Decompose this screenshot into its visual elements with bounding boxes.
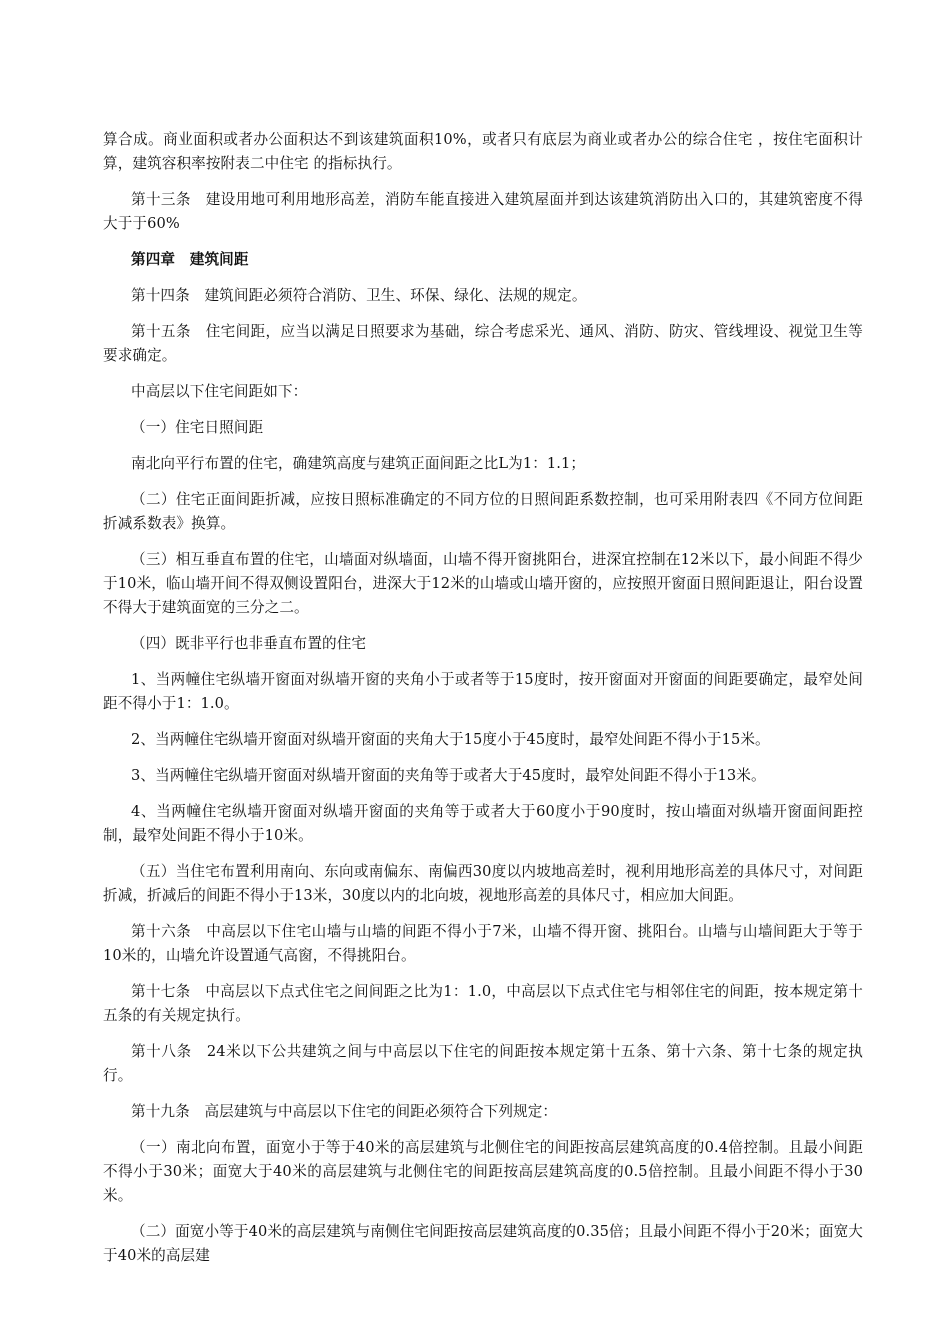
- item-2: （二）住宅正面间距折减，应按日照标准确定的不同方位的日照间距系数控制，也可采用附表四《不同方位间距折减系数表》换算。: [103, 491, 863, 532]
- item-4-heading: （四）既非平行也非垂直布置的住宅: [131, 635, 367, 652]
- article-13: 第十三条 建设用地可利用地形高差，消防车能直接进入建筑屋面并到达该建筑消防出入口的，其建筑密度不得大于于60%: [103, 191, 863, 232]
- item-4-sub-3: 3、当两幢住宅纵墙开窗面对纵墙开窗面的夹角等于或者大于45度时，最窄处间距不得小于13米。: [131, 767, 766, 784]
- article-14: 第十四条 建筑间距必须符合消防、卫生、环保、绿化、法规的规定。: [131, 287, 587, 304]
- article-17: 第十七条 中高层以下点式住宅之间间距之比为1：1.0，中高层以下点式住宅与相邻住宅的间距，按本规定第十五条的有关规定执行。: [103, 983, 863, 1024]
- item-4-sub-4: 4、当两幢住宅纵墙开窗面对纵墙开窗面的夹角等于或者大于60度小于90度时，按山墙面对纵墙开窗面间距控制，最窄处间距不得小于10米。: [103, 803, 863, 844]
- article-19-item-1: （一）南北向布置，面宽小于等于40米的高层建筑与北侧住宅的间距按高层建筑高度的0.4倍控制。且最小间距不得小于30米；面宽大于40米的高层建筑与北侧住宅的间距按高层建筑高度的0.5倍控制。且最小间距不得小于30米。: [103, 1139, 863, 1204]
- item-4-sub-1: 1、当两幢住宅纵墙开窗面对纵墙开窗的夹角小于或者等于15度时，按开窗面对开窗面的间距要确定，最窄处间距不得小于1：1.0。: [103, 671, 863, 712]
- chapter-4-heading: 第四章 建筑间距: [131, 251, 249, 268]
- article-15: 第十五条 住宅间距，应当以满足日照要求为基础，综合考虑采光、通风、消防、防灾、管线埋设、视觉卫生等要求确定。: [103, 323, 863, 364]
- item-1-heading: （一）住宅日照间距: [131, 419, 264, 436]
- item-1-text: 南北向平行布置的住宅，确建筑高度与建筑正面间距之比L为1：1.1；: [131, 455, 586, 472]
- article-16: 第十六条 中高层以下住宅山墙与山墙的间距不得小于7米，山墙不得开窗、挑阳台。山墙与山墙间距大于等于10米的，山墙允许设置通气高窗，不得挑阳台。: [103, 923, 863, 964]
- item-5: （五）当住宅布置利用南向、东向或南偏东、南偏西30度以内坡地高差时，视利用地形高差的具体尺寸，对间距折减，折减后的间距不得小于13米，30度以内的北向坡，视地形高差的具体尺寸，相应加大间距。: [103, 863, 863, 904]
- spacing-intro: 中高层以下住宅间距如下：: [131, 383, 308, 400]
- document-body: [103, 128, 863, 1268]
- article-19-item-2: （二）面宽小等于40米的高层建筑与南侧住宅间距按高层建筑高度的0.35倍；且最小间距不得小于20米；面宽大于40米的高层建: [103, 1223, 863, 1264]
- article-18: 第十八条 24米以下公共建筑之间与中高层以下住宅的间距按本规定第十五条、第十六条、第十七条的规定执行。: [103, 1043, 863, 1084]
- item-4-sub-2: 2、当两幢住宅纵墙开窗面对纵墙开窗面的夹角大于15度小于45度时，最窄处间距不得小于15米。: [131, 731, 770, 748]
- item-3: （三）相互垂直布置的住宅，山墙面对纵墙面，山墙不得开窗挑阳台，进深宜控制在12米以下，最小间距不得少于10米，临山墙开间不得双侧设置阳台，进深大于12米的山墙或山墙开窗的，应按照开窗面日照间距退让，阳台设置不得大于建筑面宽的三分之二。: [103, 551, 863, 616]
- paragraph-continuation: 算合成。商业面积或者办公面积达不到该建筑面积10%，或者只有底层为商业或者办公的综合住宅 ，按住宅面积计算，建筑容积率按附表二中住宅 的指标执行。: [103, 131, 863, 172]
- article-19: 第十九条 高层建筑与中高层以下住宅的间距必须符合下列规定：: [131, 1103, 558, 1120]
